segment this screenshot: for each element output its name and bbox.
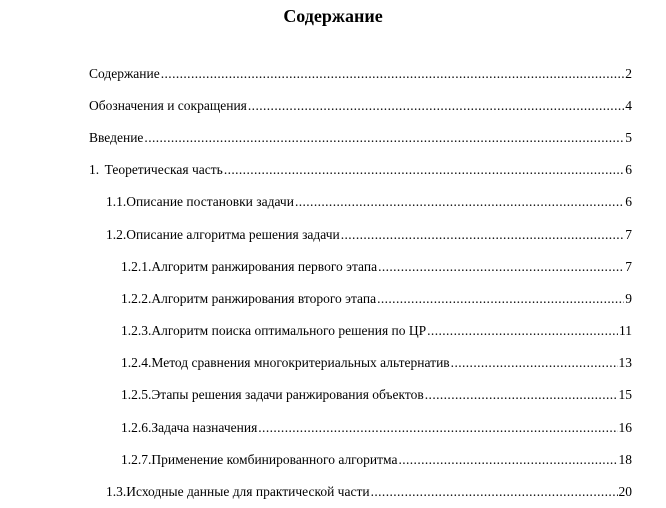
toc-dot-leader [224, 161, 624, 179]
toc-page-number: 7 [625, 259, 632, 274]
toc-page-number: 2 [625, 66, 632, 81]
toc-entry-label: Задача назначения [151, 420, 258, 435]
toc-dot-leader [451, 354, 618, 372]
toc-entry-section-1-2-1[interactable] [121, 258, 632, 276]
toc-dot-leader [258, 419, 617, 437]
toc-page-number: 15 [618, 387, 632, 402]
toc-entry-number: 1.2.3. [121, 323, 152, 338]
toc-entry-section-1-2-5[interactable] [121, 386, 632, 404]
toc-page-number: 6 [625, 194, 632, 209]
toc-page-number: 7 [625, 227, 632, 242]
toc-page-number: 5 [625, 130, 632, 145]
toc-dot-leader [144, 129, 624, 147]
toc-page-number: 16 [618, 420, 632, 435]
toc-entry-label: Теоретическая часть [104, 162, 223, 177]
toc-entry-number: 1.2.2. [121, 291, 152, 306]
toc-entry-contents[interactable] [89, 65, 632, 83]
page-title: Содержание [283, 6, 383, 26]
toc-dot-leader [425, 386, 618, 404]
toc-entry-label: Исходные данные для практической части [126, 484, 370, 499]
toc-dot-leader [248, 97, 624, 115]
toc-entry-number: 1.2.7. [121, 452, 152, 467]
toc-dot-leader [378, 258, 624, 276]
toc-page-number: 18 [618, 452, 632, 467]
toc-entry-chapter-1[interactable] [89, 161, 632, 179]
toc-entry-label: Обозначения и сокращения [89, 98, 247, 113]
toc-dot-leader [377, 290, 624, 308]
toc-entry-number: 1.2.5. [121, 387, 152, 402]
toc-page-number: 13 [618, 355, 632, 370]
toc-entry-section-1-2[interactable] [106, 226, 632, 244]
toc-entry-label: Применение комбинированного алгоритма [151, 452, 398, 467]
toc-page-number: 9 [625, 291, 632, 306]
toc-page-number: 4 [625, 98, 632, 113]
toc-entry-label: Алгоритм ранжирования первого этапа [151, 259, 378, 274]
toc-entry-number: 1.2.4. [121, 355, 152, 370]
toc-entry-introduction[interactable] [89, 129, 632, 147]
toc-entry-section-1-2-7[interactable] [121, 451, 632, 469]
toc-entry-section-1-2-3[interactable] [121, 322, 632, 340]
toc-entry-number: 1.2.1. [121, 259, 152, 274]
toc-entry-label: Введение [89, 130, 144, 145]
toc-entry-section-1-3[interactable] [106, 483, 632, 501]
toc-dot-leader [161, 65, 625, 83]
toc-entry-number: 1. [89, 162, 100, 177]
toc-entry-section-1-2-4[interactable] [121, 354, 632, 372]
toc-entry-label: Алгоритм ранжирования второго этапа [151, 291, 377, 306]
toc-page-number: 11 [619, 323, 632, 338]
toc-entry-section-1-1[interactable] [106, 193, 632, 211]
toc-dot-leader [371, 483, 618, 501]
toc-entry-label: Алгоритм поиска оптимального решения по ЦР [151, 323, 427, 338]
toc-entry-number: 1.1. [106, 194, 127, 209]
toc-dot-leader [341, 226, 625, 244]
toc-entry-label: Содержание [89, 66, 160, 81]
toc-dot-leader [295, 193, 624, 211]
toc-entry-label: Этапы решения задачи ранжирования объектов [151, 387, 424, 402]
toc-entry-section-1-2-2[interactable] [121, 290, 632, 308]
toc-page-number: 20 [618, 484, 632, 499]
toc-entry-number: 1.2.6. [121, 420, 152, 435]
toc-entry-number: 1.3. [106, 484, 127, 499]
toc-entry-label: Описание постановки задачи [126, 194, 294, 209]
toc-entry-label: Описание алгоритма решения задачи [126, 227, 340, 242]
toc-entry-section-1-2-6[interactable] [121, 419, 632, 437]
toc-entry-number: 1.2. [106, 227, 127, 242]
toc-entry-abbreviations[interactable] [89, 97, 632, 115]
toc-dot-leader [398, 451, 617, 469]
toc-dot-leader [427, 322, 618, 340]
toc-page-number: 6 [625, 162, 632, 177]
toc-entry-label: Метод сравнения многокритериальных альтернатив [151, 355, 450, 370]
